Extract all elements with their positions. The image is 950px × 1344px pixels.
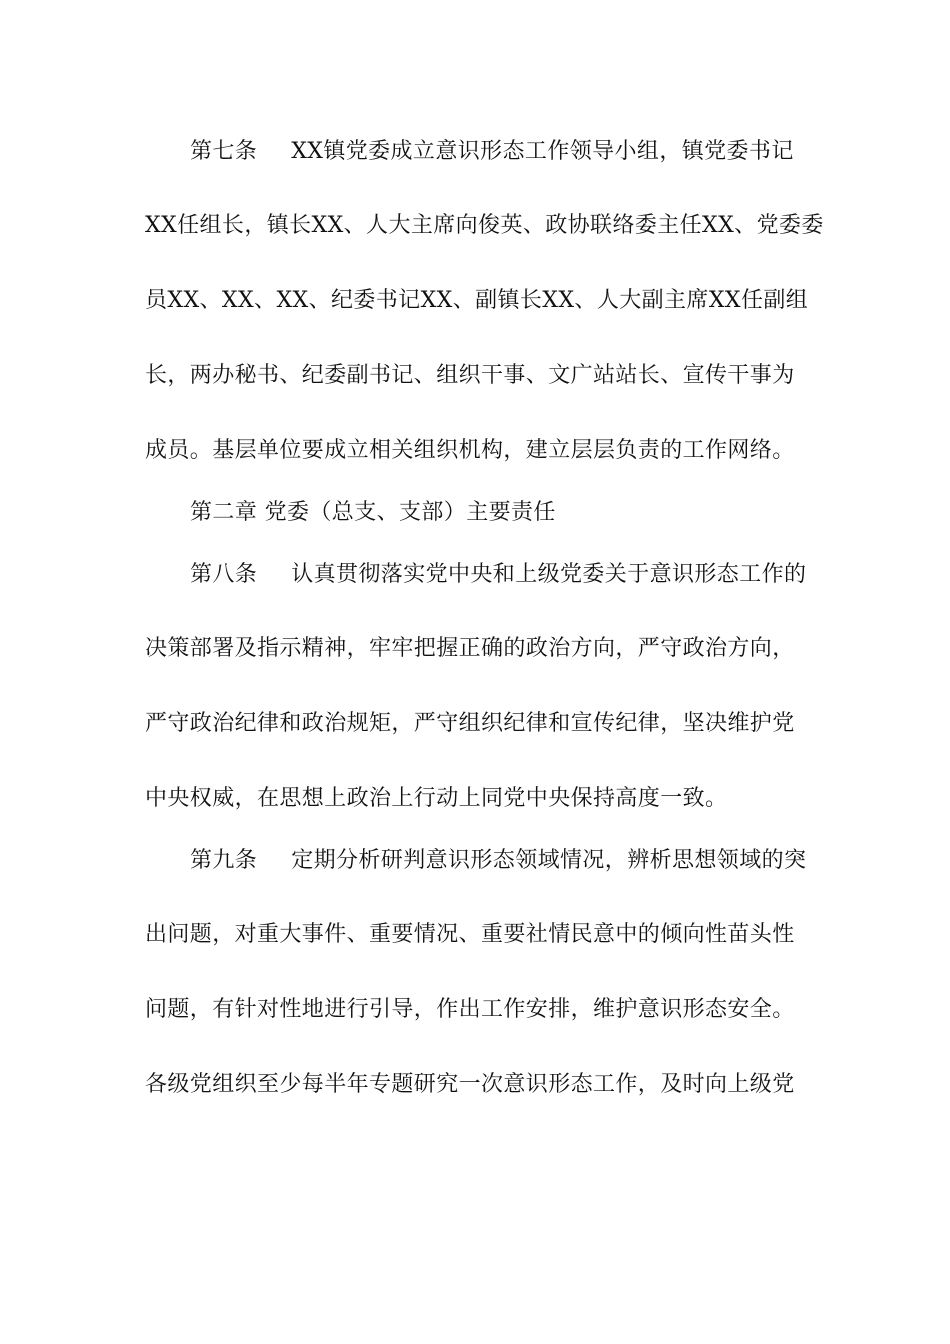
line-text: XX任组长，镇长XX、人大主席向俊英、政协联络委主任XX、党委委	[145, 213, 824, 238]
article-9-line-1	[190, 846, 870, 876]
line-text: 成员。基层单位要成立相关组织机构，建立层层负责的工作网络。	[145, 438, 795, 463]
article-9-line-4	[145, 1070, 825, 1100]
line-text: 定期分析研判意识形态领域情况，辨析思想领域的突	[291, 848, 807, 873]
chapter-2-heading	[190, 498, 870, 528]
article-7-label: 第七条	[190, 139, 258, 164]
line-text: 问题，有针对性地进行引导，作出工作安排，维护意识形态安全。	[145, 997, 795, 1022]
line-text: 认真贯彻落实党中央和上级党委关于意识形态工作的	[291, 562, 807, 587]
line-text: 长，两办秘书、纪委副书记、组织干事、文广站站长、宣传干事为	[145, 363, 795, 388]
article-7-line-3	[145, 286, 825, 316]
article-7-line-5	[145, 436, 825, 466]
line-text: 中央权威，在思想上政治上行动上同党中央保持高度一致。	[145, 786, 728, 811]
article-8-line-4	[145, 784, 825, 814]
line-text: 各级党组织至少每半年专题研究一次意识形态工作，及时向上级党	[145, 1072, 795, 1097]
line-text: 严守政治纪律和政治规矩，严守组织纪律和宣传纪律，坚决维护党	[145, 711, 795, 736]
article-9-line-2	[145, 920, 825, 950]
article-7-line-4	[145, 361, 825, 391]
line-text: 决策部署及指示精神，牢牢把握正确的政治方向，严守政治方向，	[145, 636, 795, 661]
article-9-line-3	[145, 995, 825, 1025]
chapter-heading-text: 第二章 党委（总支、支部）主要责任	[190, 500, 556, 525]
line-text: XX镇党委成立意识形态工作领导小组，镇党委书记	[291, 139, 794, 164]
article-8-line-1	[190, 560, 870, 590]
article-7-line-2	[145, 211, 825, 241]
article-7-line-1	[190, 137, 870, 167]
article-8-line-3	[145, 709, 825, 739]
article-9-label: 第九条	[190, 848, 258, 873]
article-8-line-2	[145, 634, 825, 664]
line-text: 员XX、XX、XX、纪委书记XX、副镇长XX、人大副主席XX任副组	[145, 288, 809, 313]
line-text: 出问题，对重大事件、重要情况、重要社情民意中的倾向性苗头性	[145, 922, 795, 947]
article-8-label: 第八条	[190, 562, 258, 587]
